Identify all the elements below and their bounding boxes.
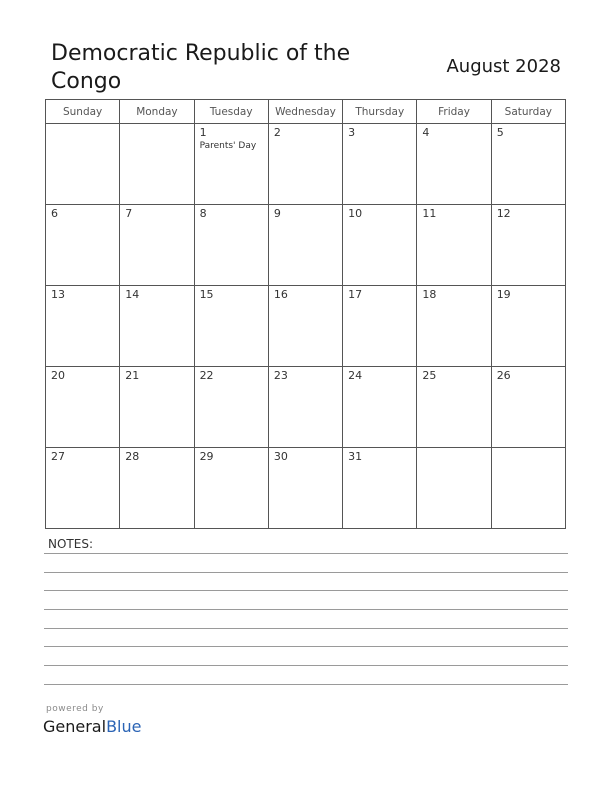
day-number: 6 [51, 207, 58, 220]
calendar-day-cell [120, 286, 194, 367]
day-number: 14 [125, 288, 140, 301]
calendar-day-cell [491, 286, 565, 367]
calendar-day-cell [417, 448, 491, 529]
note-line [44, 628, 568, 629]
day-number: 31 [348, 450, 363, 463]
day-number: 16 [273, 288, 288, 301]
day-number: 21 [125, 369, 140, 382]
day-number: 4 [422, 126, 430, 139]
calendar-day-cell [194, 286, 268, 367]
calendar-day-cell [417, 205, 491, 286]
day-number: 12 [496, 207, 511, 220]
note-line [44, 684, 568, 685]
calendar-week-row [46, 205, 566, 286]
calendar-day-cell [268, 124, 342, 205]
calendar-day-cell [268, 205, 342, 286]
weekday-header-row [46, 100, 566, 124]
weekday-header: Friday [417, 100, 491, 124]
calendar-day-cell [268, 367, 342, 448]
calendar-day-cell [194, 367, 268, 448]
calendar-week-row [46, 286, 566, 367]
holiday-event: Parents' Day [199, 141, 257, 151]
day-number: 8 [199, 207, 207, 220]
day-number: 1 [199, 126, 207, 139]
calendar-day-cell [120, 367, 194, 448]
notes-label: NOTES: [48, 537, 93, 551]
day-number: 11 [422, 207, 437, 220]
note-line [44, 590, 568, 591]
note-line [44, 665, 568, 666]
note-line [44, 553, 568, 554]
day-number: 20 [51, 369, 65, 382]
day-number: 25 [422, 369, 437, 382]
note-line [44, 572, 568, 573]
calendar-day-cell [46, 448, 120, 529]
day-number: 28 [125, 450, 140, 463]
calendar-day-cell [46, 205, 120, 286]
calendar-day-cell [268, 448, 342, 529]
calendar-day-cell [343, 286, 417, 367]
day-number: 19 [496, 288, 511, 301]
day-number: 17 [348, 288, 363, 301]
calendar-day-cell [120, 124, 194, 205]
day-number: 13 [51, 288, 65, 301]
calendar-day-cell [417, 124, 491, 205]
brand-blue: Blue [106, 717, 142, 736]
day-number: 15 [199, 288, 214, 301]
day-number: 22 [199, 369, 214, 382]
calendar-day-cell [46, 367, 120, 448]
weekday-header: Thursday [343, 100, 417, 124]
calendar-day-cell [491, 205, 565, 286]
day-number: 2 [273, 126, 281, 139]
powered-by-text: powered by [46, 704, 104, 714]
calendar-day-cell [120, 205, 194, 286]
note-line [44, 646, 568, 647]
calendar-day-cell [343, 448, 417, 529]
calendar-day-cell [491, 448, 565, 529]
calendar-day-cell [194, 124, 268, 205]
weekday-header: Sunday [46, 100, 120, 124]
calendar-day-cell [194, 205, 268, 286]
day-number: 24 [348, 369, 363, 382]
weekday-header: Tuesday [194, 100, 268, 124]
day-number: 29 [199, 450, 214, 463]
calendar-country-title: Democratic Republic of the Congo [51, 41, 351, 94]
calendar-day-cell [491, 367, 565, 448]
calendar-week-row [46, 124, 566, 205]
day-number: 26 [496, 369, 511, 382]
note-line [44, 609, 568, 610]
calendar-day-cell [46, 286, 120, 367]
calendar-day-cell [268, 286, 342, 367]
calendar-day-cell [120, 448, 194, 529]
weekday-header: Saturday [491, 100, 565, 124]
calendar-week-row [46, 448, 566, 529]
calendar-day-cell [417, 367, 491, 448]
calendar-day-cell [194, 448, 268, 529]
day-number: 27 [51, 450, 65, 463]
weekday-header: Wednesday [268, 100, 342, 124]
brand-general: General [43, 717, 107, 736]
day-number: 23 [273, 369, 288, 382]
day-number: 3 [348, 126, 356, 139]
day-number: 7 [125, 207, 133, 220]
day-number: 18 [422, 288, 437, 301]
calendar-day-cell [491, 124, 565, 205]
calendar-day-cell [46, 124, 120, 205]
day-number: 9 [273, 207, 281, 220]
calendar-week-row [46, 367, 566, 448]
day-number: 30 [273, 450, 288, 463]
day-number: 10 [348, 207, 363, 220]
generalblue-logo [43, 717, 141, 736]
calendar-month-year: August 2028 [446, 56, 561, 77]
calendar-grid [45, 99, 566, 529]
weekday-header: Monday [120, 100, 194, 124]
calendar-day-cell [417, 286, 491, 367]
day-number: 5 [496, 126, 504, 139]
calendar-day-cell [343, 124, 417, 205]
calendar-day-cell [343, 367, 417, 448]
calendar-day-cell [343, 205, 417, 286]
